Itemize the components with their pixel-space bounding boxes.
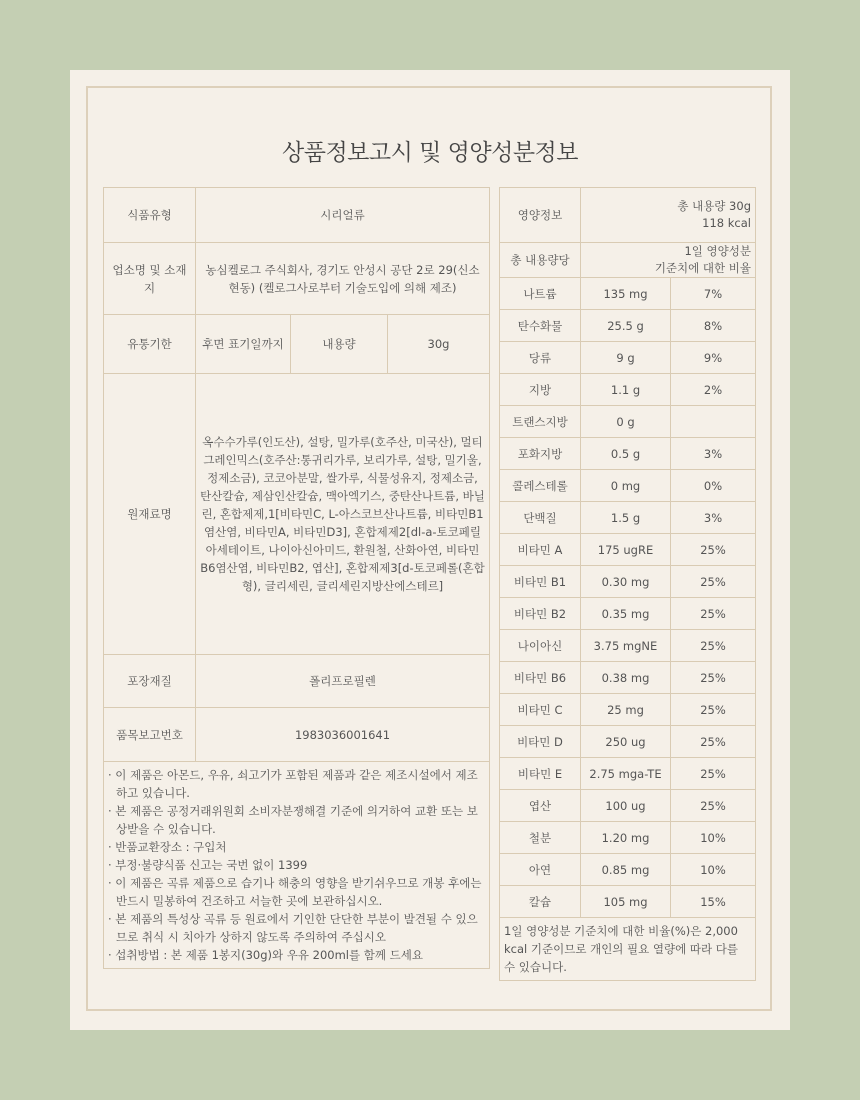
note-item: · 본 제품의 특성상 곡류 등 원료에서 기인한 단단한 부분이 발견될 수 있으므로 취식 시 치아가 상하지 않도록 주의하여 주십시오	[108, 912, 478, 944]
nutrient-row	[500, 662, 756, 694]
nutrient-name: 나이아신	[500, 630, 581, 662]
nutrient-name: 아연	[500, 854, 581, 886]
nutrient-amount: 250 ug	[581, 726, 671, 758]
page-title: 상품정보고시 및 영양성분정보	[282, 140, 578, 166]
dv-label-1: 1일 영양성분	[684, 244, 751, 258]
nutrient-row	[500, 758, 756, 790]
kcal: 118 kcal	[702, 216, 751, 230]
nutrient-dv: 10%	[671, 854, 756, 886]
nutrient-dv	[671, 406, 756, 438]
nutrition-header	[500, 188, 756, 243]
value: 폴리프로필렌	[196, 655, 490, 708]
nutrient-row	[500, 726, 756, 758]
nutrient-dv: 25%	[671, 694, 756, 726]
nutrient-amount: 0 g	[581, 406, 671, 438]
nutrient-amount: 25.5 g	[581, 310, 671, 342]
nutrient-name: 트랜스지방	[500, 406, 581, 438]
row-ingredients	[104, 374, 490, 655]
nutrient-name: 포화지방	[500, 438, 581, 470]
nutrient-dv: 25%	[671, 790, 756, 822]
nutrient-name: 엽산	[500, 790, 581, 822]
nutrient-dv: 25%	[671, 662, 756, 694]
nutrient-row	[500, 406, 756, 438]
row-food-type	[104, 188, 490, 243]
nutrient-amount: 1.20 mg	[581, 822, 671, 854]
nutrient-dv: 25%	[671, 758, 756, 790]
note-item: · 섭취방법 : 본 제품 1봉지(30g)와 우유 200ml를 함께 드세요	[108, 948, 423, 962]
nutrition-footnote-row	[500, 918, 756, 981]
nutrient-dv: 0%	[671, 470, 756, 502]
nutrient-row	[500, 278, 756, 310]
nutrient-name: 비타민 C	[500, 694, 581, 726]
nutrient-dv: 25%	[671, 534, 756, 566]
label: 포장재질	[104, 655, 196, 708]
nutrient-amount: 9 g	[581, 342, 671, 374]
nutrient-row	[500, 790, 756, 822]
nutrient-name: 비타민 E	[500, 758, 581, 790]
per-label: 총 내용량당	[500, 243, 581, 278]
nutrient-dv: 8%	[671, 310, 756, 342]
total-amount: 총 내용량 30g	[677, 199, 751, 213]
nutrient-dv: 3%	[671, 438, 756, 470]
nutrient-name: 칼슘	[500, 886, 581, 918]
nutrient-dv: 7%	[671, 278, 756, 310]
value: 농심켈로그 주식회사, 경기도 안성시 공단 2로 29(신소현동) (켈로그사로부터 기술도입에 의해 제조)	[196, 243, 490, 315]
label: 품목보고번호	[104, 708, 196, 762]
nutrient-amount: 1.1 g	[581, 374, 671, 406]
nutrient-name: 철분	[500, 822, 581, 854]
nutrient-name: 당류	[500, 342, 581, 374]
nutrition-table	[499, 187, 756, 981]
nutrient-dv: 25%	[671, 598, 756, 630]
product-info-table	[103, 187, 490, 969]
nutrient-amount: 0 mg	[581, 470, 671, 502]
nutrient-amount: 105 mg	[581, 886, 671, 918]
nutrient-amount: 100 ug	[581, 790, 671, 822]
note-item: · 이 제품은 곡류 제품으로 습기나 해충의 영향을 받기쉬우므로 개봉 후에는 반드시 밀봉하여 건조하고 서늘한 곳에 보관하십시오.	[108, 876, 482, 908]
label: 유통기한	[104, 315, 196, 374]
note-item: · 본 제품은 공정거래위원회 소비자분쟁해결 기준에 의거하여 교환 또는 보상받을 수 있습니다.	[108, 804, 478, 836]
value: 후면 표기일까지	[196, 315, 291, 374]
nutrient-row	[500, 854, 756, 886]
row-manufacturer	[104, 243, 490, 315]
label: 원재료명	[104, 374, 196, 655]
nutrient-row	[500, 374, 756, 406]
nutrient-dv: 25%	[671, 630, 756, 662]
nutrient-amount: 1.5 g	[581, 502, 671, 534]
nutrient-row	[500, 630, 756, 662]
content-value: 30g	[388, 315, 490, 374]
nutrient-name: 비타민 D	[500, 726, 581, 758]
nutrition-footnote: 1일 영양성분 기준치에 대한 비율(%)은 2,000 kcal 기준이므로 개인의 필요 열량에 따라 다를 수 있습니다.	[500, 918, 756, 981]
nutrient-row	[500, 822, 756, 854]
nutrient-amount: 0.85 mg	[581, 854, 671, 886]
value: 1983036001641	[196, 708, 490, 762]
nutrient-amount: 25 mg	[581, 694, 671, 726]
nutrient-amount: 0.30 mg	[581, 566, 671, 598]
nutrient-dv: 25%	[671, 566, 756, 598]
nutrient-amount: 2.75 mga-TE	[581, 758, 671, 790]
nutrient-name: 단백질	[500, 502, 581, 534]
nutrient-row	[500, 342, 756, 374]
nutrient-row	[500, 886, 756, 918]
nutrient-name: 비타민 B6	[500, 662, 581, 694]
nutrient-name: 나트륨	[500, 278, 581, 310]
note-item: · 이 제품은 아몬드, 우유, 쇠고기가 포함된 제품과 같은 제조시설에서 제조하고 있습니다.	[108, 768, 478, 800]
nutrient-row	[500, 310, 756, 342]
nutrient-amount: 3.75 mgNE	[581, 630, 671, 662]
note-item: · 부정·불량식품 신고는 국번 없이 1399	[108, 858, 308, 872]
nutrient-name: 비타민 B2	[500, 598, 581, 630]
nutrient-row	[500, 566, 756, 598]
nutrient-amount: 0.5 g	[581, 438, 671, 470]
nutrient-amount: 175 ugRE	[581, 534, 671, 566]
nutrient-name: 지방	[500, 374, 581, 406]
nutrient-row	[500, 694, 756, 726]
nutrient-row	[500, 502, 756, 534]
nutrient-name: 비타민 B1	[500, 566, 581, 598]
label: 업소명 및 소재지	[104, 243, 196, 315]
nutrient-row	[500, 534, 756, 566]
nutrient-row	[500, 470, 756, 502]
notes	[104, 762, 490, 969]
nutrient-amount: 0.38 mg	[581, 662, 671, 694]
row-notes	[104, 762, 490, 969]
nutrient-dv: 9%	[671, 342, 756, 374]
nutrient-dv: 10%	[671, 822, 756, 854]
header-label: 영양정보	[500, 188, 581, 243]
nutrient-name: 탄수화물	[500, 310, 581, 342]
nutrient-name: 콜레스테롤	[500, 470, 581, 502]
nutrient-name: 비타민 A	[500, 534, 581, 566]
row-expiry	[104, 315, 490, 374]
row-report-number	[104, 708, 490, 762]
nutrient-dv: 25%	[671, 726, 756, 758]
nutrient-dv: 15%	[671, 886, 756, 918]
nutrient-amount: 0.35 mg	[581, 598, 671, 630]
nutrient-row	[500, 438, 756, 470]
value: 옥수수가루(인도산), 설탕, 밀가루(호주산, 미국산), 멀티그레인믹스(호주산:통귀리가루, 보리가루, 설탕, 밀기울, 정제소금), 코코아분말, 쌀가루, 식물성유지, 정제소금, 탄산칼슘, 제삼인산칼슘, 맥아엑기스, 중탄산나트륨, 바닐린, 혼합제제,1[비타민C, L-아스코브산나트륨, 비타민B1염산염, 비타민A, 비타민D3], 혼합제제2[dl-a-토코페릴아세테이트, 나이아신아미드, 환원철, 산화아연, 비타민B6염산염, 비타민B2, 엽산], 혼합제제3[d-토코페롤(혼합형), 글리세린, 글리세린지방산에스테르]	[196, 374, 490, 655]
nutrient-amount: 135 mg	[581, 278, 671, 310]
row-packaging	[104, 655, 490, 708]
note-item: · 반품교환장소 : 구입처	[108, 840, 227, 854]
dv-label-2: 기준치에 대한 비율	[654, 261, 751, 275]
nutrient-dv: 2%	[671, 374, 756, 406]
value: 시리얼류	[196, 188, 490, 243]
label: 식품유형	[104, 188, 196, 243]
nutrient-row	[500, 598, 756, 630]
nutrient-dv: 3%	[671, 502, 756, 534]
content-label: 내용량	[291, 315, 388, 374]
nutrition-subheader	[500, 243, 756, 278]
